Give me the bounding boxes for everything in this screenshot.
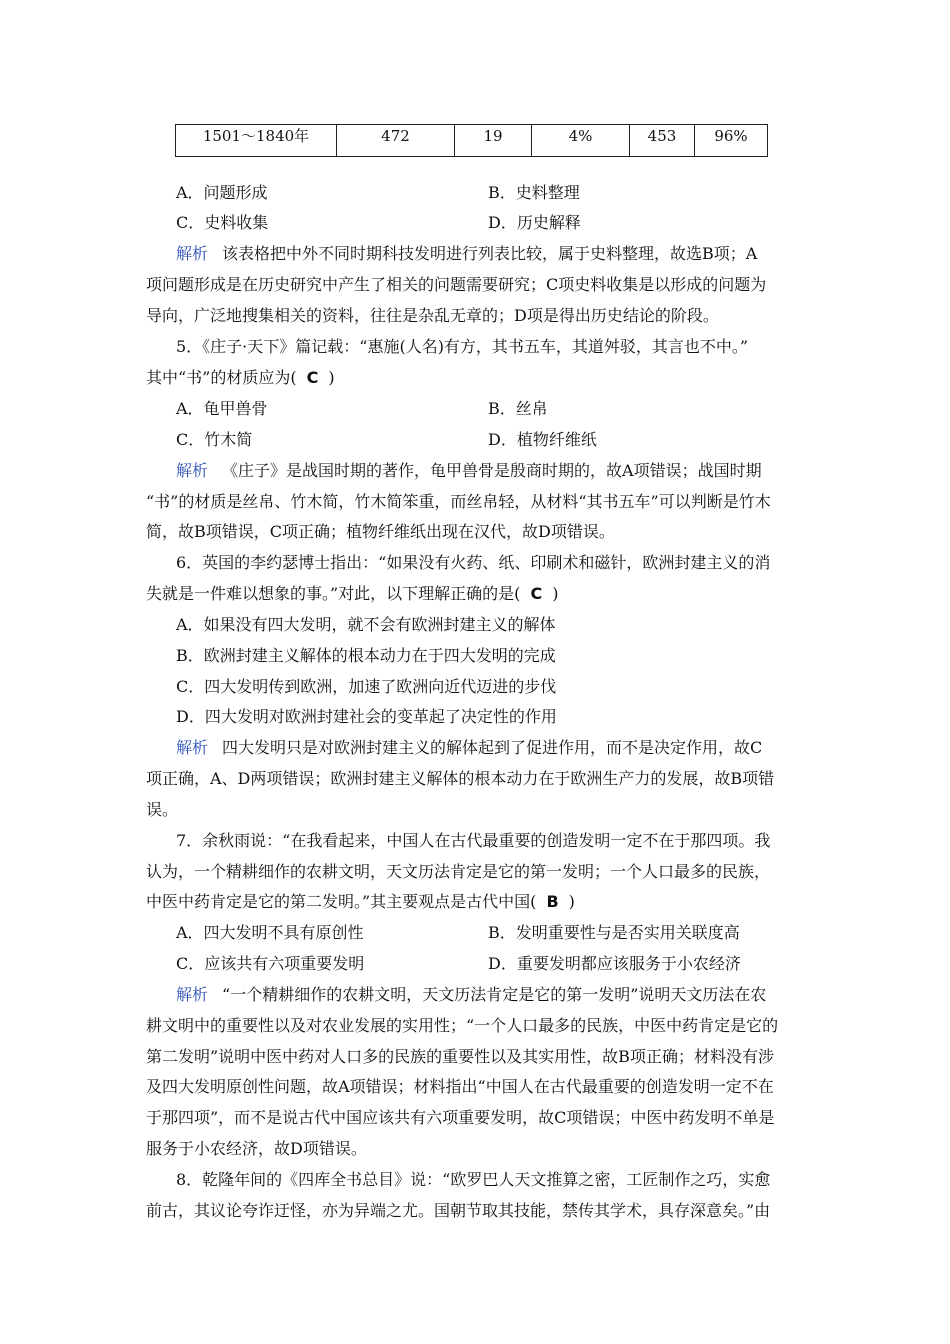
q5-analysis-line: “书”的材质是丝帛、竹木简，竹木简笨重，而丝帛轻，从材料“其书五车”可以判断是竹木	[146, 492, 771, 511]
q7-analysis-line: 服务于小农经济，故D项错误。	[146, 1139, 367, 1158]
q6-analysis-line: 解析 四大发明只是对欧洲封建主义的解体起到了促进作用，而不是决定作用，故C	[176, 738, 763, 757]
q6-analysis-line: 项正确，A、D两项错误；欧洲封建主义解体的根本动力在于欧洲生产力的发展，故B项错	[146, 769, 775, 788]
q7-answer: B	[546, 892, 559, 911]
q5-option-d: D．植物纤维纸	[488, 430, 597, 449]
q4-option-c: C．史料收集	[176, 213, 269, 232]
q4-analysis-line: 导向，广泛地搜集相关的资料，往往是杂乱无章的；D项是得出历史结论的阶段。	[146, 306, 719, 325]
q7-stem-line: 中医中药肯定是它的第二发明。”其主要观点是古代中国( B )	[146, 892, 575, 911]
q8-stem-line: 前古，其议论夸诈迂怪，亦为异端之尤。国朝节取其技能，禁传其学术，具存深意矣。”由	[146, 1201, 771, 1220]
q5-answer: C	[306, 368, 319, 387]
q6-analysis-line: 误。	[146, 800, 179, 819]
q4-option-b: B．史料整理	[488, 183, 580, 202]
q7-option-a: A．四大发明不具有原创性	[176, 923, 364, 942]
q6-stem-line: 失就是一件难以想象的事。”对此，以下理解正确的是( C )	[146, 584, 559, 603]
table-cell: 472	[337, 125, 455, 157]
q6-answer: C	[530, 584, 543, 603]
q6-option-d: D．四大发明对欧洲封建社会的变革起了决定性的作用	[176, 707, 557, 726]
q5-analysis-line: 解析 《庄子》是战国时期的著作，龟甲兽骨是殷商时期的，故A项错误；战国时期	[176, 461, 762, 480]
table-cell: 453	[630, 125, 695, 157]
q7-option-c: C．应该共有六项重要发明	[176, 954, 365, 973]
q7-stem-line: 认为，一个精耕细作的农耕文明，天文历法肯定是它的第一发明；一个人口最多的民族，	[146, 862, 771, 881]
q7-analysis-line: 解析 “一个精耕细作的农耕文明，天文历法肯定是它的第一发明”说明天文历法在农	[176, 985, 767, 1004]
q5-analysis-line: 简，故B项错误，C项正确；植物纤维纸出现在汉代，故D项错误。	[146, 522, 615, 541]
analysis-label: 解析	[176, 738, 209, 757]
q5-option-c: C．竹木简	[176, 430, 253, 449]
q7-option-b: B．发明重要性与是否实用关联度高	[488, 923, 740, 942]
table-cell: 19	[455, 125, 532, 157]
data-table	[175, 124, 768, 157]
q5-option-a: A．龟甲兽骨	[176, 399, 268, 418]
q4-analysis-line: 项问题形成是在历史研究中产生了相关的问题需要研究；C项史料收集是以形成的问题为	[146, 275, 767, 294]
q8-stem-line: 8．乾隆年间的《四库全书总目》说：“欧罗巴人天文推算之密，工匠制作之巧，实愈	[176, 1170, 771, 1189]
q7-analysis-line: 第二发明”说明中医中药对人口多的民族的重要性以及其实用性，故B项正确；材料没有涉	[146, 1047, 774, 1066]
q7-analysis-line: 于那四项”，而不是说古代中国应该共有六项重要发明，故C项错误；中医中药发明不单是	[146, 1108, 775, 1127]
q7-stem-line: 7．余秋雨说：“在我看起来，中国人在古代最重要的创造发明一定不在于那四项。我	[176, 831, 771, 850]
q5-option-b: B．丝帛	[488, 399, 548, 418]
table-row	[176, 125, 768, 157]
q5-stem-line: 其中“书”的材质应为( C )	[146, 368, 335, 387]
q7-analysis-line: 耕文明中的重要性以及对农业发展的实用性；“一个人口最多的民族，中医中药肯定是它的	[146, 1016, 779, 1035]
q5-stem-line: 5．《庄子·天下》篇记载：“惠施(人名)有方，其书五车，其道舛驳，其言也不中。”	[176, 337, 749, 356]
q4-analysis-line: 解析 该表格把中外不同时期科技发明进行列表比较，属于史料整理，故选B项；A	[176, 244, 758, 263]
analysis-label: 解析	[176, 244, 209, 263]
table-cell: 96%	[695, 125, 768, 157]
q4-option-a: A．问题形成	[176, 183, 268, 202]
table-cell: 4%	[532, 125, 630, 157]
q6-option-a: A．如果没有四大发明，就不会有欧洲封建主义的解体	[176, 615, 556, 634]
analysis-label: 解析	[176, 461, 209, 480]
analysis-label: 解析	[176, 985, 209, 1004]
q6-stem-line: 6．英国的李约瑟博士指出：“如果没有火药、纸、印刷术和磁针，欧洲封建主义的消	[176, 553, 771, 572]
table-cell: 1501～1840年	[176, 125, 337, 157]
q7-option-d: D．重要发明都应该服务于小农经济	[488, 954, 741, 973]
q6-option-b: B．欧洲封建主义解体的根本动力在于四大发明的完成	[176, 646, 556, 665]
q4-option-d: D．历史解释	[488, 213, 581, 232]
q7-analysis-line: 及四大发明原创性问题，故A项错误；材料指出“中国人在古代最重要的创造发明一定不在	[146, 1077, 774, 1096]
q6-option-c: C．四大发明传到欧洲，加速了欧洲向近代迈进的步伐	[176, 677, 557, 696]
